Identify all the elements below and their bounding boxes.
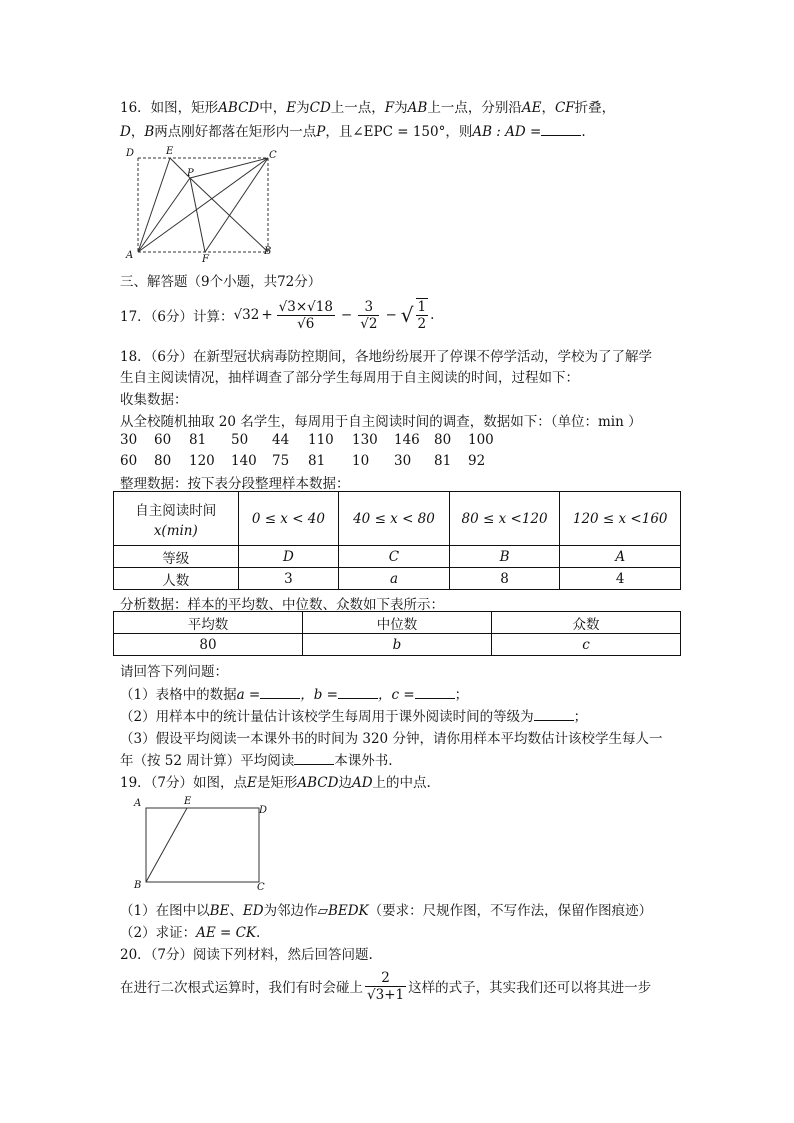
q20-line1: 20．（7分）阅读下列材料，然后回答问题.	[120, 947, 373, 963]
q16-line1: 16．如图，矩形ABCD中，E为CD上一点，F为AB上一点，分别沿AE，CF折叠，	[120, 100, 616, 116]
answer-blank	[541, 123, 581, 136]
table-segments: 自主阅读时间 x(min) 0 ≤ x < 40 40 ≤ x < 80 80 ≤ x <120 120 ≤ x <160 等级 D C B A 人数 3 a 8 4	[113, 491, 681, 590]
q18-sub1: （1）表格中的数据a = ，b = ，c = ；	[120, 687, 469, 703]
q17-fraction-1: $\frac{√3\times√18}{√6}$	[278, 298, 333, 332]
q17-fraction-3: $\frac{1}{2}$	[417, 299, 427, 332]
label-e: E	[166, 146, 174, 157]
q20-fraction: $\frac{2}{√3+1}$	[367, 969, 405, 1003]
label-c: C	[257, 882, 265, 893]
q19-sub1: （1）在图中以BE、ED为邻边作▱BEDK（要求：尺规作图，不写作法，保留作图痕迹）	[120, 903, 653, 919]
label-b: B	[134, 880, 142, 891]
label-a: A	[134, 798, 142, 809]
label-d: D	[259, 805, 268, 816]
q18-analyze: 分析数据：样本的平均数、中位数、众数如下表所示：	[120, 597, 444, 613]
q18-sub2: （2）用样本中的统计量估计该校学生每周用于课外阅读时间的等级为 ；	[120, 709, 588, 725]
q18-sub3-line1: （3）假设平均阅读一本课外书的时间为 320 分钟，请你用样本平均数估计该校学生每人一	[120, 731, 663, 747]
label-d: D	[126, 148, 135, 159]
q17: 17．（6分）计算： √32 + $\frac{√3\times√18}{√6}$ − $\frac{3}{√2}$ − √ $\frac{1}{2}$ .	[120, 298, 435, 332]
q18-line2: 生自主阅读情况，抽样调查了部分学生每周用于自主阅读的时间，过程如下：	[120, 370, 579, 386]
label-e: E	[184, 796, 192, 807]
q18-sub3-line2: 年（按 52 周计算）平均阅读 本课外书.	[120, 753, 393, 769]
figure-19	[128, 794, 273, 894]
table-stats: 平均数 中位数 众数 80 b c	[113, 611, 681, 656]
q17-fraction-2: $\frac{3}{√2}$	[360, 298, 378, 332]
q16-line2: D，B两点刚好都落在矩形内一点P，且∠EPC = 150°，则AB : AD = .	[120, 124, 586, 140]
q18-collect: 收集数据：	[120, 392, 188, 408]
q18-answer-prompt: 请回答下列问题：	[120, 664, 228, 680]
table-head-label: 自主阅读时间 x(min)	[114, 492, 239, 546]
section-heading: 三、解答题（9个小题，共72分）	[120, 274, 322, 290]
q18-organize: 整理数据：按下表分段整理样本数据：	[120, 476, 350, 492]
label-b: B	[264, 246, 272, 257]
q18-line1: 18．（6分）在新型冠状病毒防控期间，各地纷纷展开了停课不停学活动，学校为了了解学	[120, 349, 653, 365]
q20-line2: 在进行二次根式运算时，我们有时会碰上 $\frac{2}{√3+1}$ 这样的式子，其实我们还可以将其进一步	[120, 969, 652, 1003]
label-a: A	[126, 250, 134, 261]
q19-sub2: （2）求证：AE = CK.	[120, 925, 261, 941]
q18-line3: 从全校随机抽取 20 名学生，每周用于自主阅读时间的调查，数据如下：（单位：min ）	[120, 414, 642, 430]
figure-16	[118, 142, 283, 262]
label-c: C	[269, 150, 277, 161]
label-p: P	[187, 168, 194, 179]
label-f: F	[202, 254, 209, 262]
q19-line1: 19．（7分）如图，点E是矩形ABCD边AD上的中点.	[120, 775, 431, 791]
